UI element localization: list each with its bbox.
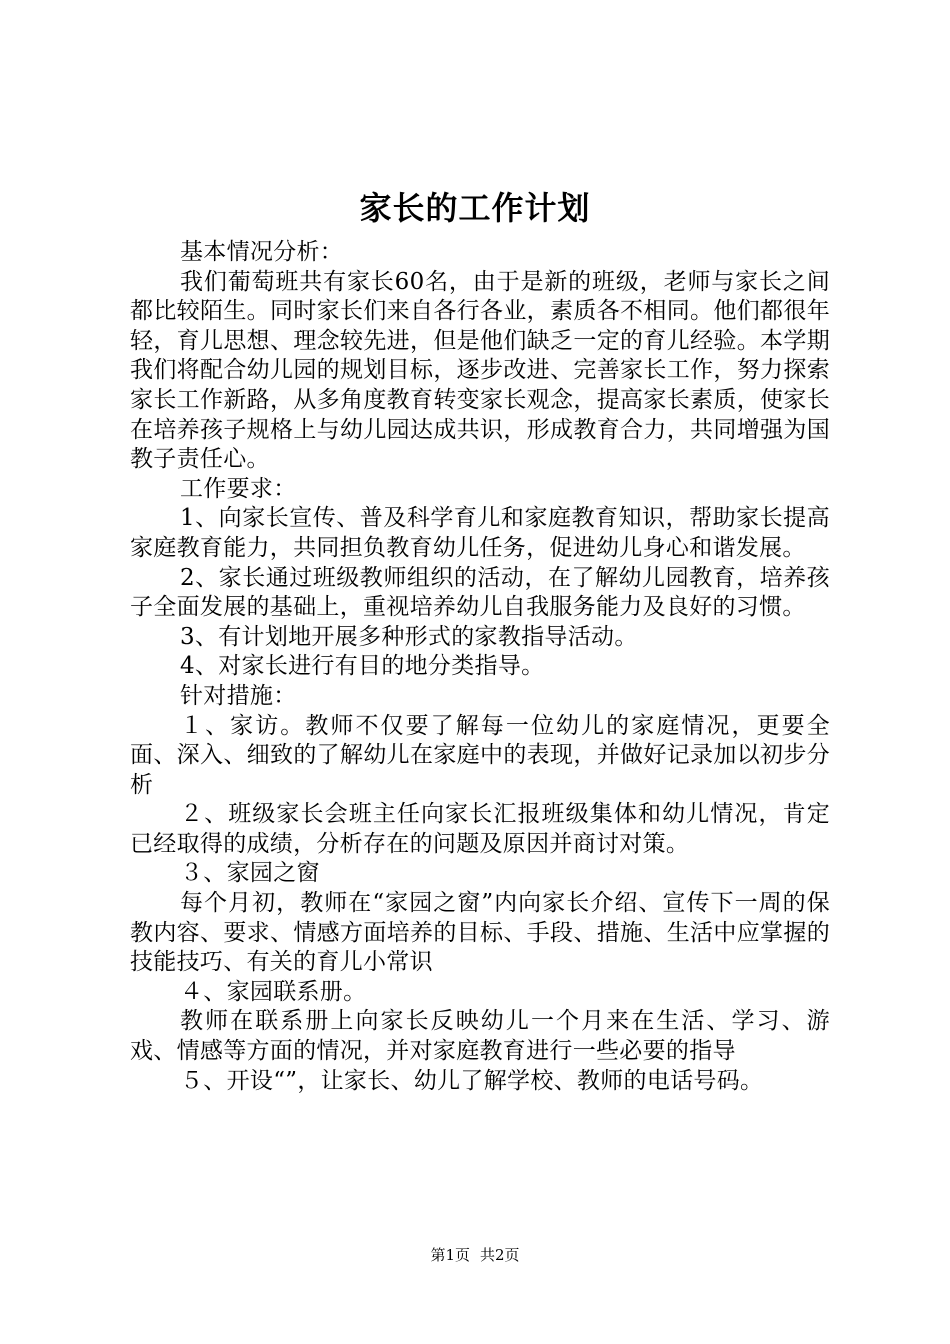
page-number-total: 共2页 [480,1246,520,1264]
measure-item-5: ５、开设“”，让家长、幼儿了解学校、教师的电话号码。 [180,1067,764,1094]
section-heading-measures: 针对措施： [180,682,297,709]
measure-item-4-heading: ４、家园联系册。 [180,978,367,1005]
section-heading-requirements: 工作要求： [180,475,297,502]
requirement-item-4: 4、对家长进行有目的地分类指导。 [180,653,545,680]
document-body [130,238,830,1096]
requirement-item-3: 3、有计划地开展多种形式的家教指导活动。 [180,623,638,650]
measure-item-3-body: 每个月初，教师在“家园之窗”内向家长介绍、宣传下一周的保教内容、要求、情感方面培养的目标、手段、措施、生活中应掌握的技能技巧、有关的育儿小常识 [130,890,830,976]
measure-item-3-heading: ３、家园之窗 [180,860,320,887]
paragraph-analysis: 我们葡萄班共有家长60名，由于是新的班级，老师与家长之间都比较陌生。同时家长们来自各行各业，素质各不相同。他们都很年轻，育儿思想、理念较先进，但是他们缺乏一定的育儿经验。本学期我们将配合幼儿园的规划目标，逐步改进、完善家长工作，努力探索家长工作新路，从多角度教育转变家长观念，提高家长素质，使家长在培养孩子规格上与幼儿园达成共识，形成教育合力，共同增强为国教子责任心。 [130,268,830,473]
measure-item-4-body: 教师在联系册上向家长反映幼儿一个月来在生活、学习、游戏、情感等方面的情况，并对家庭教育进行一些必要的指导 [130,1008,830,1065]
page-number-current: 第1页 [430,1246,470,1264]
page-footer [0,1244,950,1266]
requirement-item-1: 1、向家长宣传、普及科学育儿和家庭教育知识，帮助家长提高家庭教育能力，共同担负教育幼儿任务，促进幼儿身心和谐发展。 [130,505,830,561]
measure-item-1: １、家访。教师不仅要了解每一位幼儿的家庭情况，更要全面、深入、细致的了解幼儿在家庭中的表现，并做好记录加以初步分析 [130,712,830,798]
section-heading-analysis: 基本情况分析： [180,239,344,265]
measure-item-2: ２、班级家长会班主任向家长汇报班级集体和幼儿情况，肯定已经取得的成绩，分析存在的问题及原因并商讨对策。 [130,801,830,857]
document-title: 家长的工作计划 [359,189,591,227]
requirement-item-2: 2、家长通过班级教师组织的活动，在了解幼儿园教育，培养孩子全面发展的基础上，重视培养幼儿自我服务能力及良好的习惯。 [130,564,830,621]
